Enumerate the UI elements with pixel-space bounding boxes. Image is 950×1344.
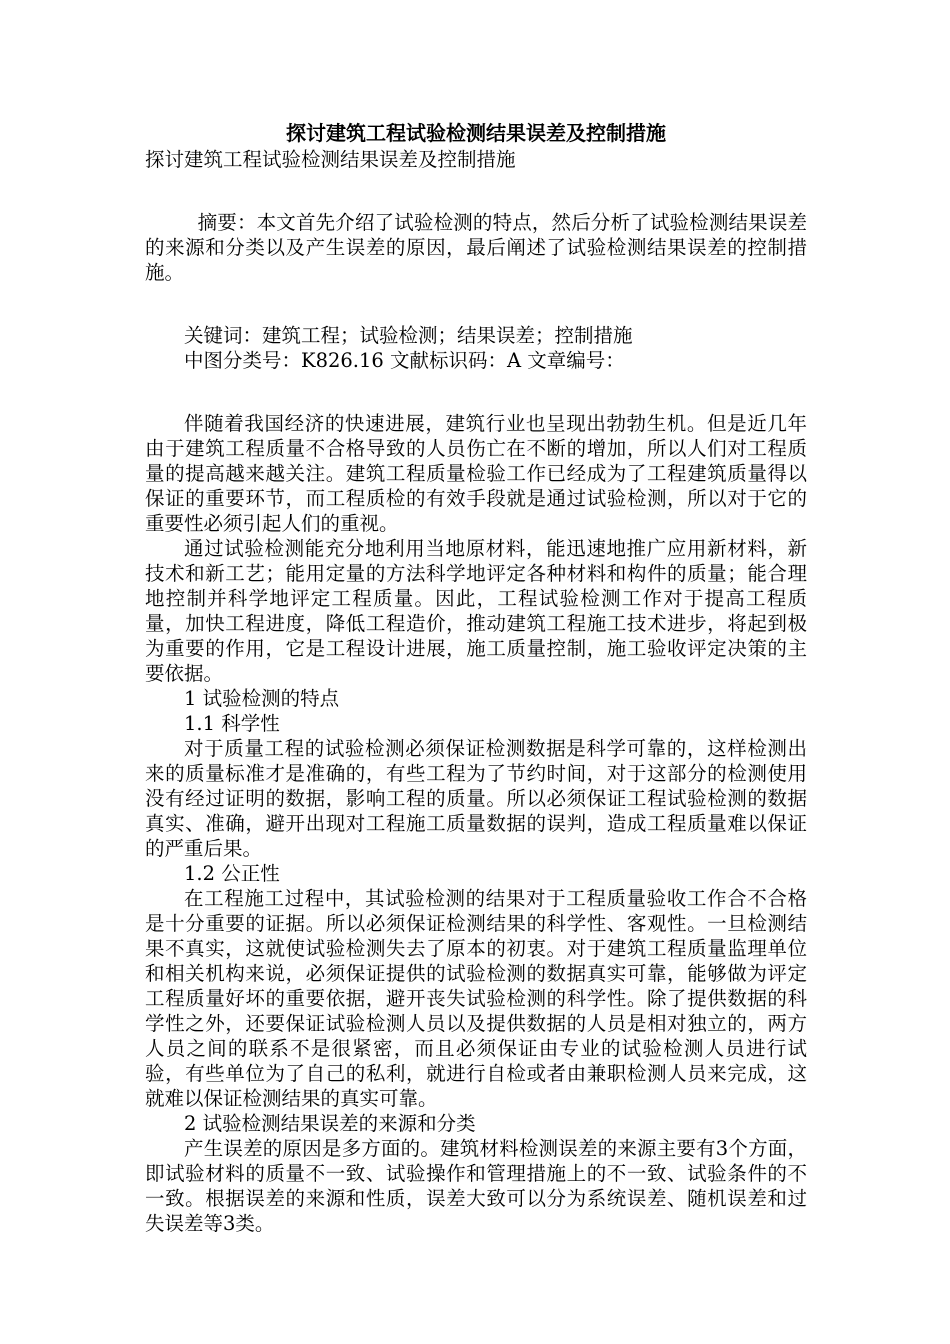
body-paragraph: 对于质量工程的试验检测必须保证检测数据是科学可靠的，这样检测出来的质量标准才是准确的，有些工程为了节约时间，对于这部分的检测使用没有经过证明的数据，影响工程的质量。所以必须保证工程试验检测的数据真实、准确，避开出现对工程施工质量数据的误判，造成工程质量难以保证的严重后果。 bbox=[145, 737, 807, 860]
document-title: 探讨建筑工程试验检测结果误差及控制措施 bbox=[286, 121, 666, 145]
subsection-heading: 1.1 科学性 bbox=[184, 712, 280, 735]
body-paragraph: 在工程施工过程中，其试验检测的结果对于工程质量验收工作合不合格是十分重要的证据。所以必须保证检测结果的科学性、客观性。一旦检测结果不真实，这就使试验检测失去了原本的初衷。对于建筑工程质量监理单位和相关机构来说，必须保证提供的试验检测的数据真实可靠，能够做为评定工程质量好坏的重要依据，避开丧失试验检测的科学性。除了提供数据的科学性之外，还要保证试验检测人员以及提供数据的人员是相对独立的，两方人员之间的联系不是很紧密，而且必须保证由专业的试验检测人员进行试验，有些单位为了自己的私利，就进行自检或者由兼职检测人员来完成，这就难以保证检测结果的真实可靠。 bbox=[145, 887, 807, 1110]
classification-line: 中图分类号：K826.16 文献标识码：A 文章编号： bbox=[184, 349, 625, 372]
spacer bbox=[145, 172, 807, 210]
section-heading: 2 试验检测结果误差的来源和分类 bbox=[184, 1112, 476, 1135]
body-paragraph: 产生误差的原因是多方面的。建筑材料检测误差的来源主要有3个方面，即试验材料的质量不一致、试验操作和管理措施上的不一致、试验条件的不一致。根据误差的来源和性质，误差大致可以分为系统误差、随机误差和过失误差等3类。 bbox=[145, 1137, 807, 1235]
subsection-heading: 1.2 公正性 bbox=[184, 862, 280, 885]
body-paragraph: 通过试验检测能充分地利用当地原材料，能迅速地推广应用新材料，新技术和新工艺；能用定量的方法科学地评定各种材料和构件的质量；能合理地控制并科学地评定工程质量。因此，工程试验检测工作对于提高工程质量，加快工程进度，降低工程造价，推动建筑工程施工技术进步，将起到极为重要的作用，它是工程设计进展，施工质量控制，施工验收评定决策的主要依据。 bbox=[145, 537, 807, 685]
abstract-paragraph: 摘要：本文首先介绍了试验检测的特点，然后分析了试验检测结果误差的来源和分类以及产生误差的原因，最后阐述了试验检测结果误差的控制措施。 bbox=[145, 211, 807, 284]
spacer bbox=[145, 285, 807, 323]
spacer bbox=[145, 373, 807, 411]
body-paragraph: 伴随着我国经济的快速进展，建筑行业也呈现出勃勃生机。但是近几年由于建筑工程质量不合格导致的人员伤亡在不断的增加，所以人们对工程质量的提高越来越关注。建筑工程质量检验工作已经成为了工程建筑质量得以保证的重要环节，而工程质检的有效手段就是通过试验检测，所以对于它的重要性必须引起人们的重视。 bbox=[145, 412, 807, 535]
document-body bbox=[145, 120, 807, 1236]
document-subtitle: 探讨建筑工程试验检测结果误差及控制措施 bbox=[145, 148, 516, 171]
section-heading: 1 试验检测的特点 bbox=[184, 687, 340, 710]
keywords-line: 关键词：建筑工程；试验检测；结果误差；控制措施 bbox=[184, 324, 633, 347]
